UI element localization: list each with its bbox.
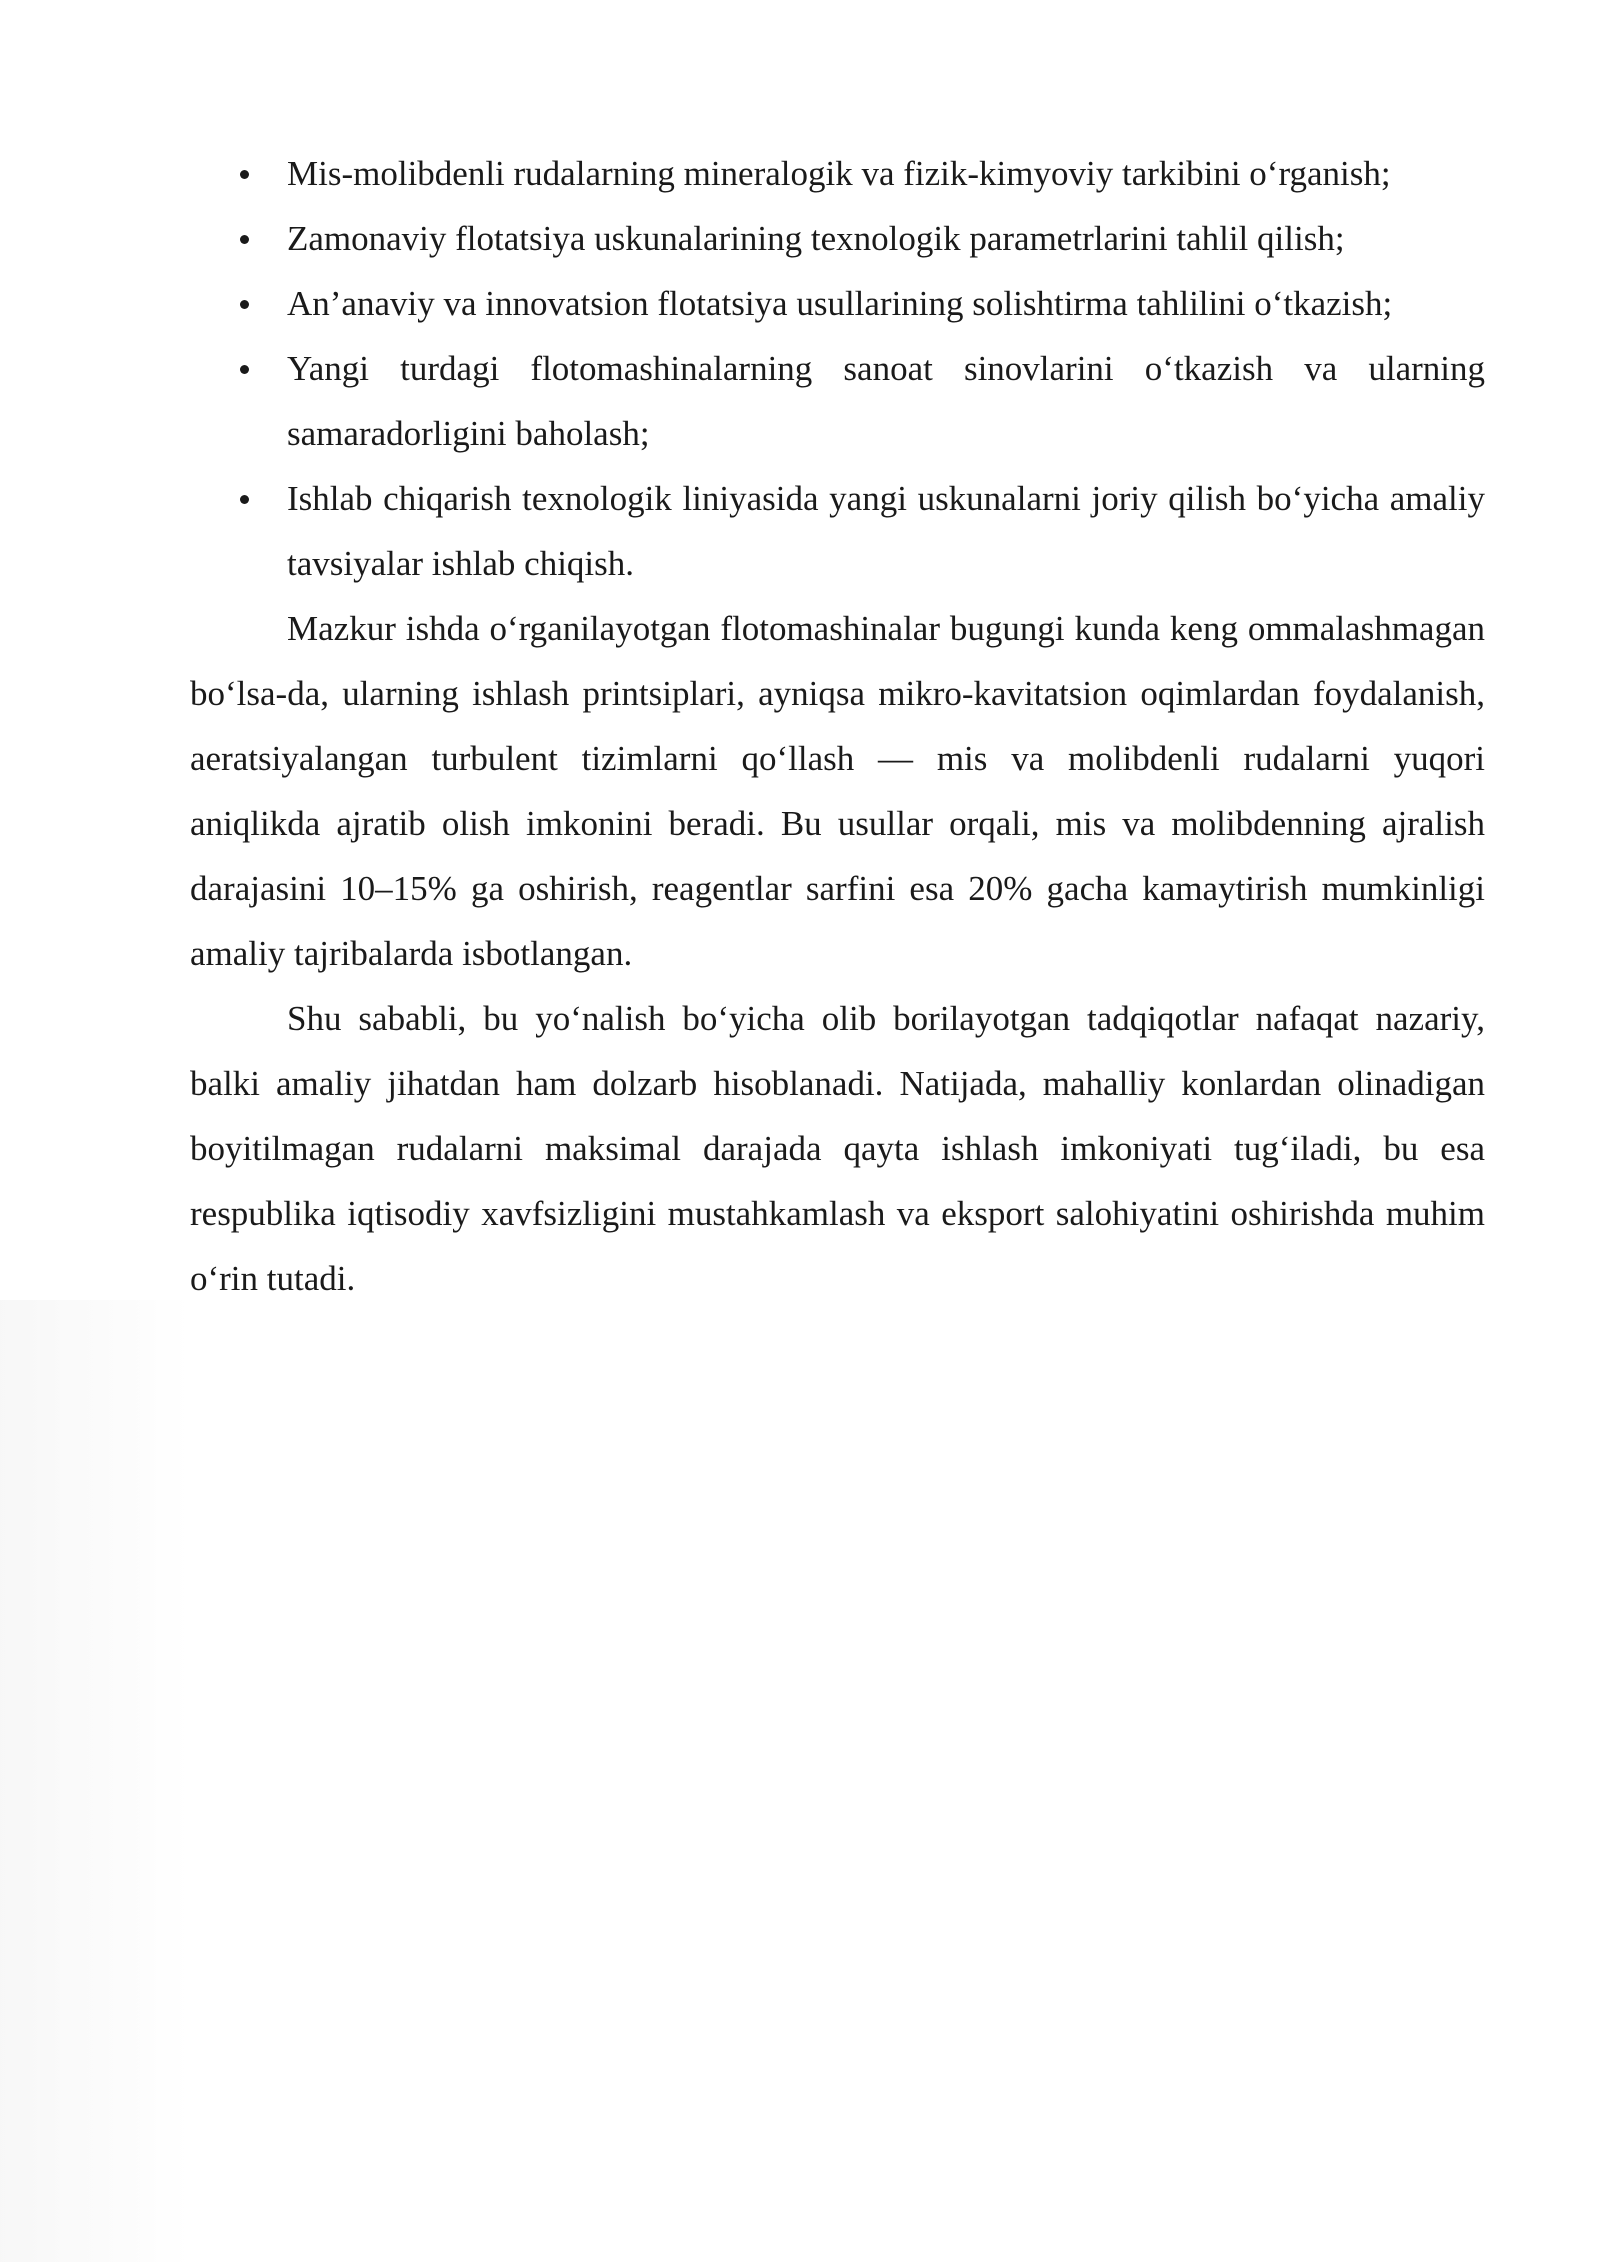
list-item-text: An’anaviy va innovatsion flotatsiya usullarining solishtirma tahlilini o‘tkazish;	[287, 284, 1393, 323]
bullet-icon	[240, 300, 249, 309]
bullet-icon	[240, 365, 249, 374]
body-paragraph: Shu sababli, bu yo‘nalish bo‘yicha olib borilayotgan tadqiqotlar nafaqat nazariy, balki amaliy jihatdan ham dolzarb hisoblanadi. Natijada, mahalliy konlardan olinadigan boyitilmagan rudalarni maksimal darajada qayta ishlash imkoniyati tug‘iladi, bu esa respublika iqtisodiy xavfsizligini mustahkamlash va eksport salohiyatini oshirishda muhim o‘rin tutadi.	[190, 999, 1485, 1298]
list-item	[190, 466, 1485, 596]
body-paragraph: Mazkur ishda o‘rganilayotgan flotomashinalar bugungi kunda keng ommalashmagan bo‘lsa-da, ularning ishlash printsiplari, ayniqsa mikro-kavitatsion oqimlardan foydalanish, aeratsiyalangan turbulent tizimlarni qo‘llash — mis va molibdenli rudalarni yuqori aniqlikda ajratib olish imkonini beradi. Bu usullar orqali, mis va molibdenning ajralish darajasini 10–15% ga oshirish, reagentlar sarfini esa 20% gacha kamaytirish mumkinligi amaliy tajribalarda isbotlangan.	[190, 609, 1485, 973]
list-item	[190, 206, 1485, 271]
bullet-icon	[240, 495, 249, 504]
list-item-text: Mis-molibdenli rudalarning mineralogik va fizik-kimyoviy tarkibini o‘rganish;	[287, 154, 1391, 193]
page-edge-shadow	[0, 1300, 190, 2262]
list-item-text: Yangi turdagi flotomashinalarning sanoat sinovlarini o‘tkazish va ularning samaradorligini baholash;	[287, 349, 1485, 453]
list-item	[190, 271, 1485, 336]
document-body	[190, 141, 1485, 1311]
list-item	[190, 141, 1485, 206]
list-item	[190, 336, 1485, 466]
objectives-list	[190, 141, 1485, 596]
list-item-text: Zamonaviy flotatsiya uskunalarining texnologik parametrlarini tahlil qilish;	[287, 219, 1345, 258]
list-item-text: Ishlab chiqarish texnologik liniyasida yangi uskunalarni joriy qilish bo‘yicha amaliy tavsiyalar ishlab chiqish.	[287, 479, 1485, 583]
bullet-icon	[240, 170, 249, 179]
bullet-icon	[240, 235, 249, 244]
